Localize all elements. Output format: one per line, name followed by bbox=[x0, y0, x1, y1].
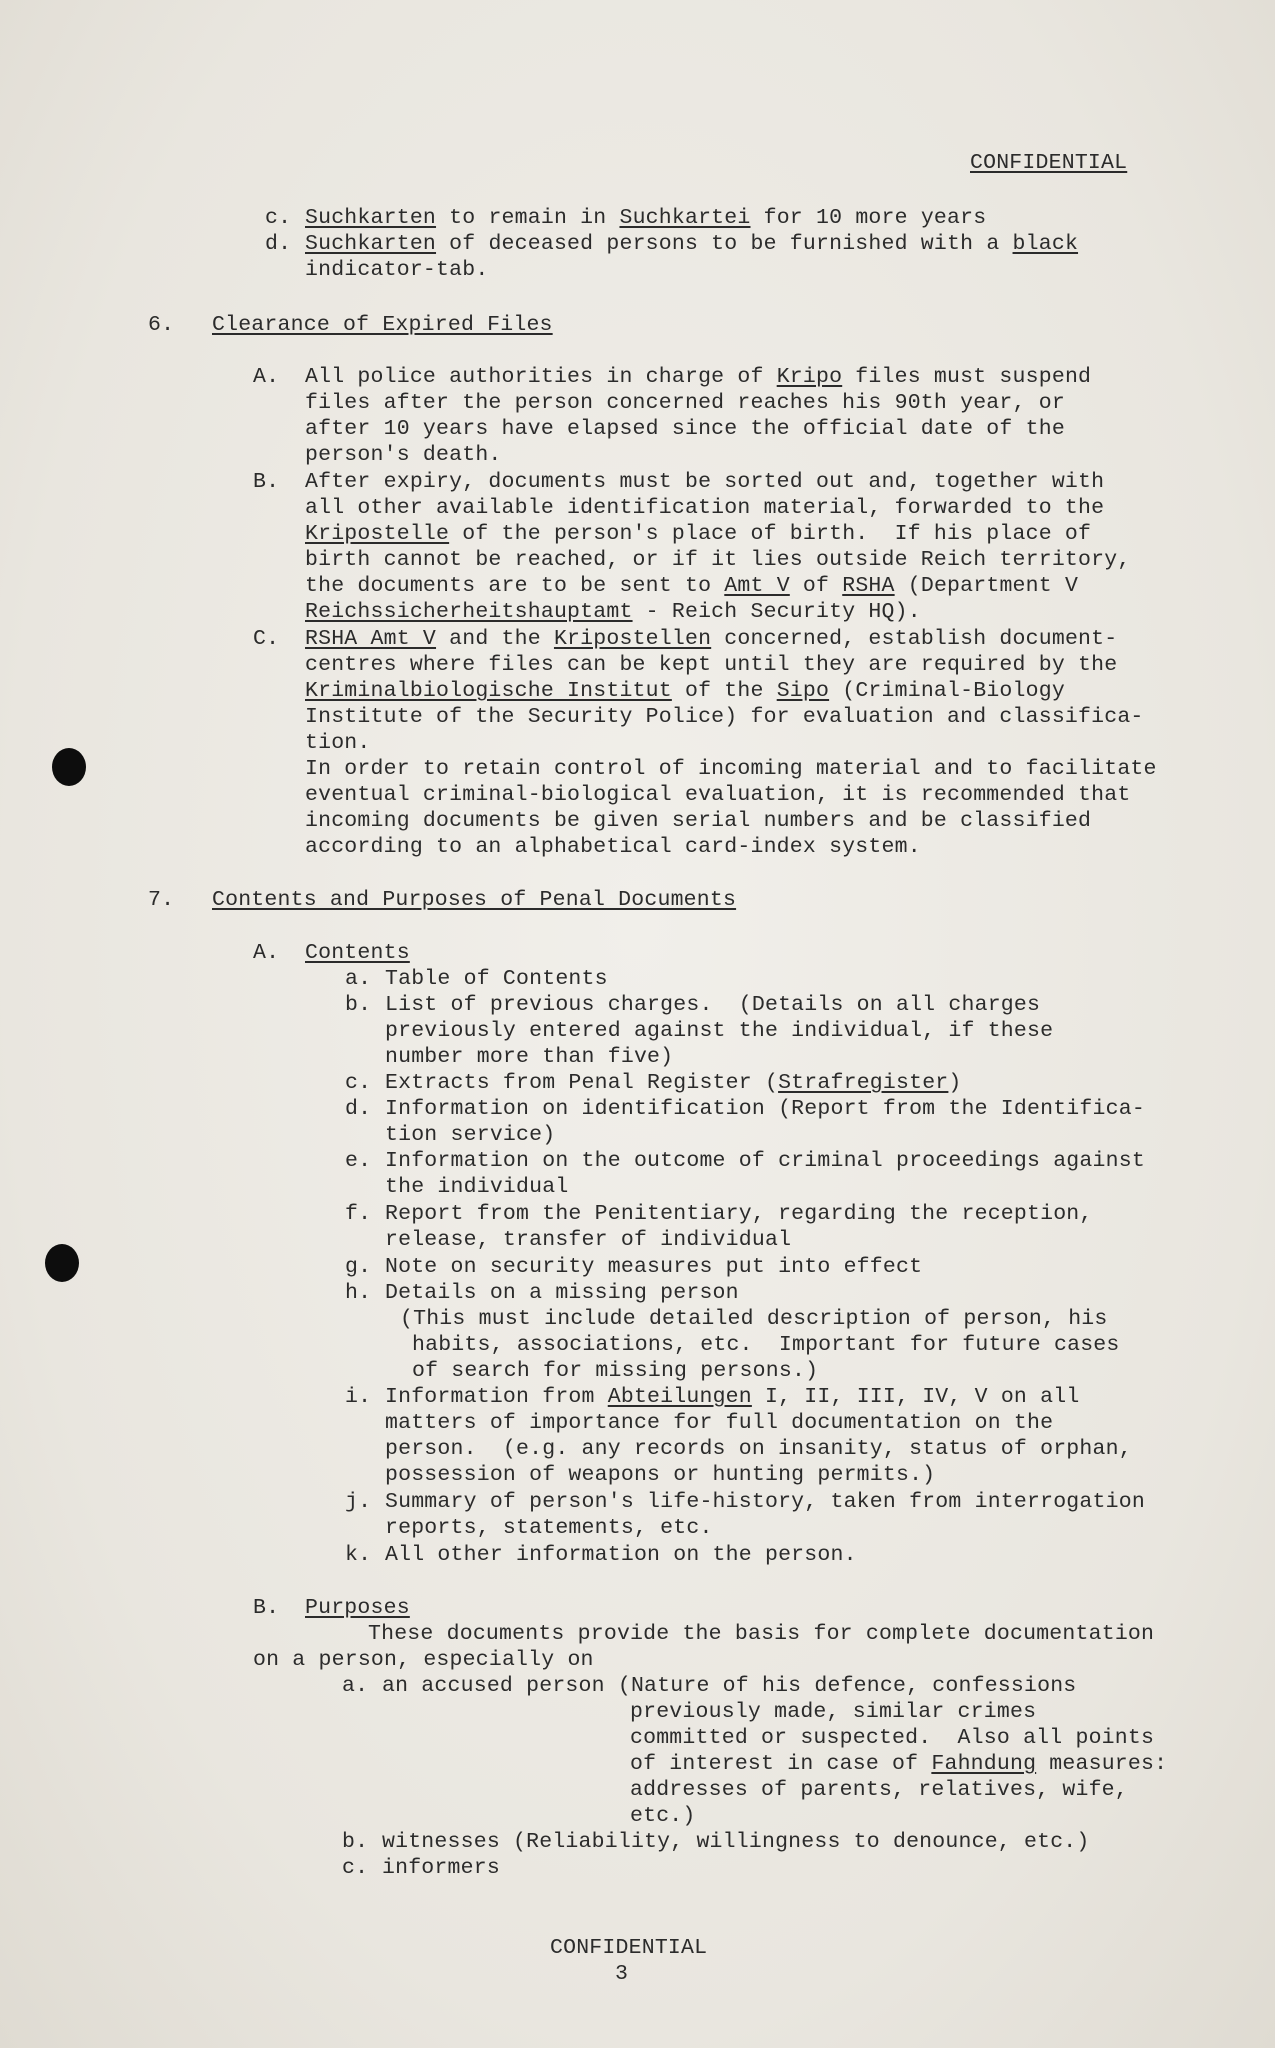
s7-A-item: Details on a missing person bbox=[385, 1281, 739, 1305]
s7-A-item: Table of Contents bbox=[385, 967, 608, 991]
paragraph-label: A. bbox=[253, 941, 280, 965]
s6-C-line: centres where files can be kept until they are required by the bbox=[305, 653, 1118, 677]
paragraph-label: B. bbox=[253, 470, 280, 494]
s7-A-item: All other information on the person. bbox=[385, 1543, 857, 1567]
item-label: a. bbox=[345, 967, 372, 991]
item-label: c. bbox=[345, 1071, 372, 1095]
section-number: 7. bbox=[148, 888, 175, 912]
s7-B-item: an accused person (Nature of his defence, confessions bbox=[382, 1674, 1077, 1698]
s7-A-item: person. (e.g. any records on insanity, status of orphan, bbox=[385, 1437, 1132, 1461]
cont-item-d: Suchkarten of deceased persons to be furnished with a black bbox=[305, 232, 1079, 256]
s7-B-intro: on a person, especially on bbox=[253, 1648, 594, 1672]
s6-A-line: person's death. bbox=[305, 443, 502, 467]
item-label: b. bbox=[342, 1830, 369, 1854]
classification-footer: CONFIDENTIAL bbox=[550, 1936, 708, 1960]
s7-A-item: previously entered against the individual, if these bbox=[385, 1019, 1054, 1043]
s6-B-line: After expiry, documents must be sorted out and, together with bbox=[305, 470, 1105, 494]
item-label: d. bbox=[265, 232, 292, 256]
punch-hole bbox=[52, 748, 86, 786]
page-number: 3 bbox=[615, 1962, 629, 1986]
s6-B-line: Reichssicherheitshauptamt - Reich Security HQ). bbox=[305, 600, 921, 624]
item-label: k. bbox=[345, 1543, 372, 1567]
s6-C-line: tion. bbox=[305, 731, 371, 755]
s7-A-item: habits, associations, etc. Important for future cases bbox=[412, 1333, 1120, 1357]
s7-A-item: of search for missing persons.) bbox=[412, 1359, 819, 1383]
s6-A-line: after 10 years have elapsed since the official date of the bbox=[305, 417, 1065, 441]
s6-B-line: all other available identification material, forwarded to the bbox=[305, 496, 1105, 520]
item-label: c. bbox=[265, 206, 292, 230]
s6-C-line: according to an alphabetical card-index system. bbox=[305, 835, 921, 859]
s7-B-item: informers bbox=[382, 1856, 500, 1880]
s7-A-item: Report from the Penitentiary, regarding the reception, bbox=[385, 1202, 1093, 1226]
s6-B-line: birth cannot be reached, or if it lies outside Reich territory, bbox=[305, 548, 1131, 572]
item-label: d. bbox=[345, 1097, 372, 1121]
s7-A-item: tion service) bbox=[385, 1123, 556, 1147]
paragraph-label: B. bbox=[253, 1596, 280, 1620]
s7-B-item: committed or suspected. Also all points bbox=[630, 1726, 1155, 1750]
s6-B-line: the documents are to be sent to Amt V of RSHA (Department V bbox=[305, 574, 1079, 598]
s6-C-line: incoming documents be given serial numbers and be classified bbox=[305, 809, 1092, 833]
s7-A-item: reports, statements, etc. bbox=[385, 1516, 713, 1540]
s6-A-line: files after the person concerned reaches his 90th year, or bbox=[305, 391, 1065, 415]
s6-A-line: All police authorities in charge of Kripo files must suspend bbox=[305, 365, 1092, 389]
item-label: b. bbox=[345, 993, 372, 1017]
s7-A-item: Summary of person's life-history, taken from interrogation bbox=[385, 1490, 1145, 1514]
s7-B-intro: These documents provide the basis for complete documentation bbox=[368, 1622, 1155, 1646]
item-label: a. bbox=[342, 1674, 369, 1698]
item-label: g. bbox=[345, 1255, 372, 1279]
s7-A-item: List of previous charges. (Details on all charges bbox=[385, 993, 1041, 1017]
s6-B-line: Kripostelle of the person's place of birth. If his place of bbox=[305, 522, 1092, 546]
item-label: h. bbox=[345, 1281, 372, 1305]
s7-B-item: previously made, similar crimes bbox=[630, 1700, 1037, 1724]
s6-C-line: Kriminalbiologische Institut of the Sipo (Criminal-Biology bbox=[305, 679, 1065, 703]
s6-C-line: eventual criminal-biological evaluation, it is recommended that bbox=[305, 783, 1131, 807]
s7-A-item: Note on security measures put into effect bbox=[385, 1255, 923, 1279]
s7-A-title: Contents bbox=[305, 941, 410, 965]
cont-item-c: Suchkarten to remain in Suchkartei for 10 more years bbox=[305, 206, 987, 230]
s6-C-line: In order to retain control of incoming material and to facilitate bbox=[305, 757, 1157, 781]
item-label: e. bbox=[345, 1149, 372, 1173]
s7-A-item: the individual bbox=[385, 1175, 569, 1199]
item-label: c. bbox=[342, 1856, 369, 1880]
s7-A-item: (This must include detailed description of person, his bbox=[400, 1307, 1108, 1331]
s7-B-item: etc.) bbox=[630, 1804, 696, 1828]
s7-B-item: addresses of parents, relatives, wife, bbox=[630, 1778, 1128, 1802]
s6-C-line: RSHA Amt V and the Kripostellen concerned, establish document- bbox=[305, 627, 1118, 651]
paragraph-label: A. bbox=[253, 365, 280, 389]
punch-hole bbox=[45, 1244, 79, 1282]
s7-A-item: release, transfer of individual bbox=[385, 1228, 792, 1252]
cont-item-d-line2: indicator-tab. bbox=[305, 258, 489, 282]
s7-A-item: possession of weapons or hunting permits.) bbox=[385, 1463, 936, 1487]
item-label: i. bbox=[345, 1385, 372, 1409]
item-label: f. bbox=[345, 1202, 372, 1226]
item-label: j. bbox=[345, 1490, 372, 1514]
s7-A-item: Information on the outcome of criminal proceedings against bbox=[385, 1149, 1145, 1173]
s6-C-line: Institute of the Security Police) for evaluation and classifica- bbox=[305, 705, 1144, 729]
classification-header: CONFIDENTIAL bbox=[970, 151, 1128, 175]
section-number: 6. bbox=[148, 313, 175, 337]
paragraph-label: C. bbox=[253, 627, 280, 651]
s7-B-item: of interest in case of Fahndung measures: bbox=[630, 1752, 1168, 1776]
s7-A-item: Information from Abteilungen I, II, III, IV, V on all bbox=[385, 1385, 1080, 1409]
s7-A-item: matters of importance for full documentation on the bbox=[385, 1411, 1054, 1435]
section-6-title: Clearance of Expired Files bbox=[212, 313, 553, 337]
s7-A-item: Information on identification (Report from the Identifica- bbox=[385, 1097, 1145, 1121]
section-7-title: Contents and Purposes of Penal Documents bbox=[212, 888, 737, 912]
s7-A-item: number more than five) bbox=[385, 1045, 674, 1069]
s7-B-title: Purposes bbox=[305, 1596, 410, 1620]
s7-A-item: Extracts from Penal Register (Strafregister) bbox=[385, 1071, 962, 1095]
s7-B-item: witnesses (Reliability, willingness to denounce, etc.) bbox=[382, 1830, 1090, 1854]
